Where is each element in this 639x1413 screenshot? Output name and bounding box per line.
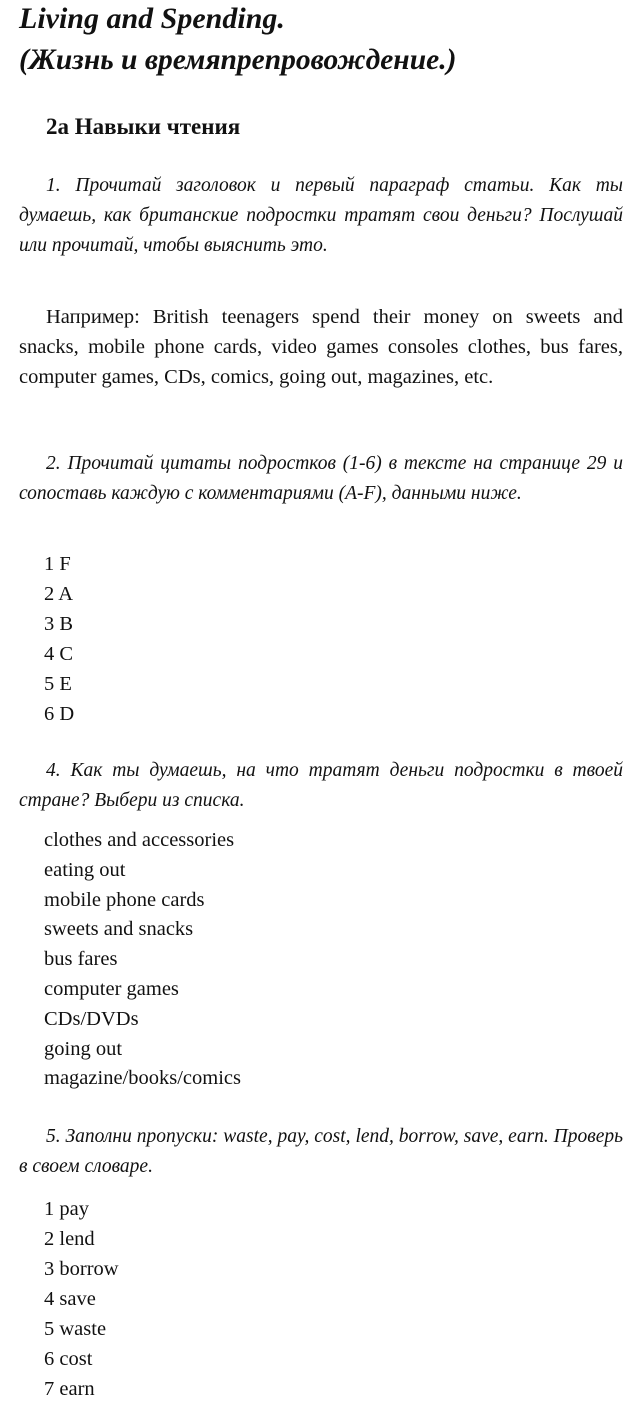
list-item: 1 F — [44, 553, 71, 575]
list-item: 3 B — [44, 613, 74, 635]
task-5-answers — [44, 1194, 119, 1404]
page-subtitle: (Жизнь и времяпрепровождение.) — [19, 44, 457, 76]
section-heading: 2a Навыки чтения — [46, 114, 241, 139]
page-title: Living and Spending. — [19, 2, 285, 35]
list-item: magazine/books/comics — [44, 1067, 241, 1090]
list-item: 2 A — [44, 583, 74, 605]
list-item: 6 cost — [44, 1348, 93, 1370]
list-item: going out — [44, 1037, 123, 1060]
task-4-instruction: 4. Как ты думаешь, на что тратят деньги подростки в твоей стране? Выбери из списка. — [19, 760, 623, 811]
task-4-items — [44, 826, 241, 1094]
task-2-instruction: 2. Прочитай цитаты подростков (1-6) в тексте на странице 29 и сопоставь каждую с комментариями (A-F), данными ниже. — [19, 453, 623, 504]
task-2-answers — [44, 549, 74, 729]
list-item: CDs/DVDs — [44, 1007, 139, 1030]
list-item: bus fares — [44, 948, 118, 971]
task-5-instruction: 5. Заполни пропуски: waste, pay, cost, lend, borrow, save, earn. Проверь в своем словаре. — [19, 1126, 623, 1177]
list-item: 2 lend — [44, 1228, 95, 1250]
task-1-instruction: 1. Прочитай заголовок и первый параграф статьи. Как ты думаешь, как британские подростки тратят свои деньги? Послушай или прочитай, чтобы выяснить это. — [19, 175, 623, 256]
list-item: clothes and accessories — [44, 829, 235, 851]
list-item: 5 E — [44, 673, 72, 695]
list-item: eating out — [44, 858, 126, 881]
list-item: computer games — [44, 977, 179, 1000]
list-item: 7 earn — [44, 1378, 95, 1400]
list-item: 1 pay — [44, 1198, 89, 1220]
task-1-example: Например: British teenagers spend their money on sweets and snacks, mobile phone cards, video games consoles clothes, bus fares, computer games, CDs, comics, going out, magazines, etc. — [19, 306, 623, 388]
list-item: 3 borrow — [44, 1258, 119, 1280]
list-item: 5 waste — [44, 1318, 107, 1340]
list-item: mobile phone cards — [44, 888, 205, 911]
list-item: 4 save — [44, 1288, 96, 1310]
list-item: sweets and snacks — [44, 918, 194, 941]
list-item: 4 C — [44, 643, 74, 665]
list-item: 6 D — [44, 703, 75, 725]
